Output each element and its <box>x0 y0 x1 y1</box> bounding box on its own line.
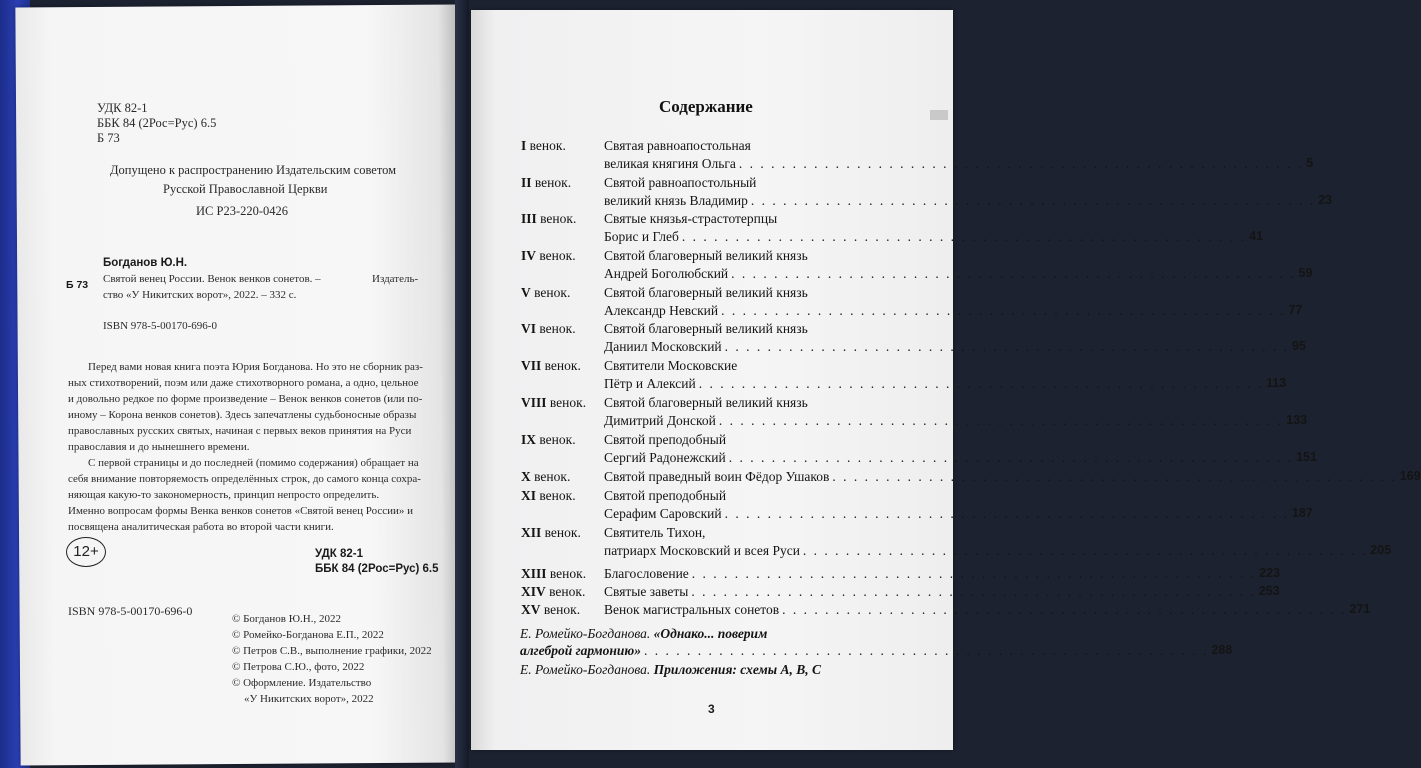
toc-entry-label <box>521 432 576 448</box>
toc-wreath-word: венок. <box>541 525 581 540</box>
toc-roman-numeral: XI <box>521 488 537 503</box>
toc-wreath-word: венок. <box>526 138 566 153</box>
author-name: Богданов Ю.Н. <box>103 257 188 269</box>
bbk-bottom: ББК 84 (2Рос=Рус) 6.5 <box>315 563 439 575</box>
toc-page-number: 187 <box>1291 506 1313 520</box>
toc-entry-title: Благословение <box>604 566 689 581</box>
bibliographic-line-1b: Издатель- <box>372 273 419 285</box>
toc-entry-title: Димитрий Донской <box>604 413 716 428</box>
toc-page-number: 151 <box>1296 450 1317 464</box>
isbn-bottom: ISBN 978-5-00170-696-0 <box>68 604 193 618</box>
cutter-code: Б 73 <box>97 131 120 145</box>
udk-code: УДК 82-1 <box>97 101 148 115</box>
annotation-line: и довольно редкое по форме произведение – Венок венков сонетов (или по- <box>68 393 423 405</box>
toc-entry-title-line1: Святой преподобный <box>604 432 727 447</box>
annotation-line: ных стихотворений, поэм или даже стихотворного романа, а одно, цельное <box>68 377 419 389</box>
toc-appendix-title: Приложения: схемы А, В, С <box>650 662 821 677</box>
toc-roman-numeral: XII <box>521 525 542 540</box>
toc-entry-label <box>521 525 581 541</box>
toc-wreath-word: венок. <box>546 395 587 410</box>
toc-title: Содержание <box>659 97 753 116</box>
annotation-line: С первой страницы и до последней (помимо содержания) обращает на <box>88 457 419 469</box>
annotation-line: православия и до нынешнего времени. <box>68 441 250 453</box>
toc-leader-dots: . . . . . . . . . . . . . . . . . . . . . . . . . . . . . . . . . . . . . . . . . . . . . . . . . . . . . <box>691 566 1257 581</box>
copyright-line: © Оформление. Издательство <box>232 677 372 689</box>
toc-leader-dots: . . . . . . . . . . . . . . . . . . . . . . . . . . . . . . . . . . . . . . . . . . . . . . . . . . . . . <box>721 303 1286 318</box>
toc-entry-row[interactable] <box>604 376 1287 392</box>
toc-entry-title-line1: Святитель Тихон, <box>604 525 706 540</box>
toc-leader-dots: . . . . . . . . . . . . . . . . . . . . . . . . . . . . . . . . . . . . . . . . . . . . . . . . . . . . . <box>698 376 1264 391</box>
toc-entry-label <box>521 566 586 582</box>
book-spine <box>455 0 469 768</box>
toc-entry-row[interactable] <box>604 566 1281 582</box>
toc-page-number: 95 <box>1292 339 1306 353</box>
toc-page-number: 271 <box>1349 602 1371 616</box>
isbn-top: ISBN 978-5-00170-696-0 <box>103 320 217 332</box>
annotation-line: няющая какую-то закономерность, принцип непросто определить. <box>68 489 380 501</box>
toc-entry-title-line1: Святой благоверный великий князь <box>604 321 808 336</box>
approval-line-2: Русской Православной Церкви <box>163 182 328 196</box>
toc-appendix-title: «Однако... поверим <box>650 626 768 641</box>
toc-entry-row[interactable] <box>604 413 1308 429</box>
toc-page-number: 5 <box>1306 156 1314 170</box>
toc-page-number: 77 <box>1288 303 1303 317</box>
toc-entry-label <box>521 584 585 600</box>
toc-wreath-word: венок. <box>545 584 586 599</box>
toc-roman-numeral: III <box>521 211 537 226</box>
cutter-side: Б 73 <box>66 279 89 291</box>
toc-entry-label <box>521 248 576 264</box>
toc-leader-dots: . . . . . . . . . . . . . . . . . . . . . . . . . . . . . . . . . . . . . . . . . . . . . . . . . . . . . <box>802 543 1368 558</box>
toc-entry-label <box>521 395 586 411</box>
toc-roman-numeral: XIV <box>521 584 546 599</box>
toc-entry-label <box>521 469 570 485</box>
toc-entry-row[interactable] <box>604 266 1313 282</box>
toc-page-number: 253 <box>1258 584 1280 598</box>
toc-page-number: 23 <box>1318 193 1333 207</box>
toc-wreath-word: венок. <box>536 432 576 447</box>
toc-page-number: 113 <box>1266 376 1287 390</box>
toc-entry-title-line1: Святой благоверный великий князь <box>604 248 808 263</box>
toc-wreath-word: венок. <box>540 602 581 617</box>
toc-wreath-word: венок. <box>546 566 587 581</box>
age-rating-badge: 12+ <box>66 537 106 567</box>
toc-leader-dots: . . . . . . . . . . . . . . . . . . . . . . . . . . . . . . . . . . . . . . . . . . . . . . . . . . . . . <box>738 156 1304 171</box>
toc-entry-row[interactable] <box>604 543 1392 559</box>
toc-entry-title-line1: Святой равноапостольный <box>604 175 757 190</box>
toc-entry-title-line1: Святые князья-страстотерпцы <box>604 211 778 226</box>
toc-appendix-author: Е. Ромейко-Богданова. <box>520 662 651 677</box>
toc-entry-row[interactable] <box>604 303 1303 319</box>
toc-leader-dots: . . . . . . . . . . . . . . . . . . . . . . . . . . . . . . . . . . . . . . . . . . . . . . . . . . . . . <box>724 506 1289 521</box>
toc-entry-label <box>521 358 581 374</box>
toc-entry-title: Святой праведный воин Фёдор Ушаков <box>604 469 830 484</box>
copyright-line: © Богданов Ю.Н., 2022 <box>232 613 341 625</box>
approval-line-1: Допущено к распространению Издательским советом <box>110 163 397 177</box>
toc-entry-row[interactable] <box>604 450 1317 466</box>
toc-roman-numeral: V <box>521 285 531 300</box>
toc-leader-dots: . . . . . . . . . . . . . . . . . . . . . . . . . . . . . . . . . . . . . . . . . . . . . . . . . . . . . <box>691 584 1256 599</box>
toc-page-number: 41 <box>1249 229 1264 243</box>
toc-entry-title-line1: Святители Московские <box>604 358 738 373</box>
toc-entry-title: Андрей Боголюбский <box>604 266 729 281</box>
toc-wreath-word: венок. <box>530 469 571 484</box>
annotation-line: православных русских святых, начиная с первых веков принятия на Руси <box>68 425 412 437</box>
toc-entry-row[interactable] <box>604 506 1313 522</box>
toc-wreath-word: венок. <box>536 488 576 503</box>
toc-entry-label <box>521 321 576 337</box>
copyright-line: © Петров С.В., выполнение графики, 2022 <box>232 645 432 657</box>
toc-leader-dots: . . . . . . . . . . . . . . . . . . . . . . . . . . . . . . . . . . . . . . . . . . . . . . . . . . . . . <box>731 266 1296 281</box>
toc-entry-title: Александр Невский <box>604 303 719 318</box>
toc-wreath-word: венок. <box>536 321 576 336</box>
toc-entry-row[interactable] <box>604 193 1333 209</box>
toc-entry-title-line1: Святой благоверный великий князь <box>604 285 808 300</box>
toc-entry-title-line1: Святой преподобный <box>604 488 727 503</box>
toc-wreath-word: венок. <box>536 248 576 263</box>
toc-entry-title-line1: Святая равноапостольная <box>604 138 751 153</box>
toc-wreath-word: венок. <box>530 285 571 300</box>
toc-leader-dots: . . . . . . . . . . . . . . . . . . . . . . . . . . . . . . . . . . . . . . . . . . . . . . . . . . . . . <box>644 643 1209 658</box>
toc-roman-numeral: IV <box>521 248 537 263</box>
toc-leader-dots: . . . . . . . . . . . . . . . . . . . . . . . . . . . . . . . . . . . . . . . . . . . . . . . . . . . . . <box>724 339 1290 354</box>
page-tab-marker <box>930 110 948 120</box>
toc-leader-dots: . . . . . . . . . . . . . . . . . . . . . . . . . . . . . . . . . . . . . . . . . . . . . . . . . . . . . <box>728 450 1294 465</box>
toc-entry-row[interactable] <box>604 156 1314 172</box>
toc-appendix-entry-row[interactable] <box>520 643 1233 659</box>
toc-appendix-entry-line1 <box>520 626 767 642</box>
toc-page-number: 288 <box>1211 643 1233 657</box>
toc-appendix-title-cont: алгеброй гармонию» <box>520 643 642 658</box>
toc-leader-dots: . . . . . . . . . . . . . . . . . . . . . . . . . . . . . . . . . . . . . . . . . . . . . . . . . . . . . <box>718 413 1284 428</box>
annotation-line: Именно вопросам формы Венка венков сонетов «Святой венец России» и <box>68 505 414 517</box>
toc-leader-dots: . . . . . . . . . . . . . . . . . . . . . . . . . . . . . . . . . . . . . . . . . . . . . . . . . . . . . <box>832 469 1397 484</box>
toc-entry-label <box>521 211 576 227</box>
toc-entry-title: великий князь Владимир <box>604 193 748 208</box>
toc-entry-label <box>521 285 570 301</box>
toc-wreath-word: венок. <box>541 358 581 373</box>
toc-roman-numeral: VIII <box>521 395 547 410</box>
toc-page-number: 169 <box>1399 469 1421 483</box>
bibliographic-line-2: ство «У Никитских ворот», 2022. – 332 с. <box>103 289 297 301</box>
toc-entry-title-line1: Святой благоверный великий князь <box>604 395 808 410</box>
toc-roman-numeral: X <box>521 469 531 484</box>
toc-roman-numeral: XV <box>521 602 541 617</box>
toc-appendix-author: Е. Ромейко-Богданова. <box>520 626 651 641</box>
toc-page-number: 223 <box>1259 566 1281 580</box>
toc-roman-numeral: VII <box>521 358 542 373</box>
bibliographic-line-1: Святой венец России. Венок венков сонетов. – <box>103 273 321 285</box>
toc-page-number: 205 <box>1370 543 1392 557</box>
toc-roman-numeral: XIII <box>521 566 547 581</box>
annotation-line: посвящена аналитическая работа во второй части книги. <box>68 521 334 533</box>
annotation-line: Перед вами новая книга поэта Юрия Богданова. Но это не сборник раз- <box>88 361 423 373</box>
toc-entry-title: Борис и Глеб <box>604 229 679 244</box>
toc-leader-dots: . . . . . . . . . . . . . . . . . . . . . . . . . . . . . . . . . . . . . . . . . . . . . . . . . . . . . <box>782 602 1347 617</box>
toc-entry-title: Серафим Саровский <box>604 506 722 521</box>
toc-roman-numeral: II <box>521 175 532 190</box>
toc-entry-row[interactable] <box>604 584 1280 600</box>
toc-entry-label <box>521 175 571 191</box>
toc-entry-label <box>521 488 576 504</box>
bbk-code: ББК 84 (2Рос=Рус) 6.5 <box>97 116 217 130</box>
udk-bottom: УДК 82-1 <box>315 548 363 560</box>
toc-leader-dots: . . . . . . . . . . . . . . . . . . . . . . . . . . . . . . . . . . . . . . . . . . . . . . . . . . . . . <box>750 193 1316 208</box>
toc-wreath-word: венок. <box>536 211 577 226</box>
toc-entry-label <box>521 138 566 154</box>
toc-entry-title: великая княгиня Ольга <box>604 156 736 171</box>
toc-roman-numeral: I <box>521 138 527 153</box>
copyright-line: © Ромейко-Богданова Е.П., 2022 <box>232 629 384 641</box>
toc-entry-row[interactable] <box>604 229 1264 245</box>
toc-entry-title: Пётр и Алексий <box>604 376 696 391</box>
toc-entry-title: Даниил Московский <box>604 339 722 354</box>
toc-roman-numeral: IX <box>521 432 537 447</box>
toc-entry-title: Святые заветы <box>604 584 689 599</box>
toc-wreath-word: венок. <box>531 175 572 190</box>
toc-entry-title: патриарх Московский и всея Руси <box>604 543 800 558</box>
toc-leader-dots: . . . . . . . . . . . . . . . . . . . . . . . . . . . . . . . . . . . . . . . . . . . . . . . . . . . . . <box>681 229 1247 244</box>
annotation-line: иному – Корона венков сонетов). Здесь запечатлены судьбоносные образы <box>68 409 417 421</box>
toc-page-number: 59 <box>1298 266 1313 280</box>
toc-entry-row[interactable] <box>604 602 1371 618</box>
toc-page-number: 133 <box>1286 413 1308 427</box>
toc-entry-title: Венок магистральных сонетов <box>604 602 780 617</box>
approval-code: ИС Р23-220-0426 <box>196 204 289 218</box>
toc-roman-numeral: VI <box>521 321 537 336</box>
annotation-line: себя внимание повторяемость определённых строк, до самого конца сохра- <box>68 473 421 485</box>
toc-entry-row[interactable] <box>604 469 1421 485</box>
toc-appendix-entry-2[interactable] <box>520 662 821 678</box>
copyright-line: © Петрова С.Ю., фото, 2022 <box>232 661 365 673</box>
toc-entry-label <box>521 602 580 618</box>
toc-entry-title: Сергий Радонежский <box>604 450 726 465</box>
page-number: 3 <box>708 702 715 716</box>
toc-entry-row[interactable] <box>604 339 1306 355</box>
copyright-line: «У Никитских ворот», 2022 <box>244 693 374 705</box>
